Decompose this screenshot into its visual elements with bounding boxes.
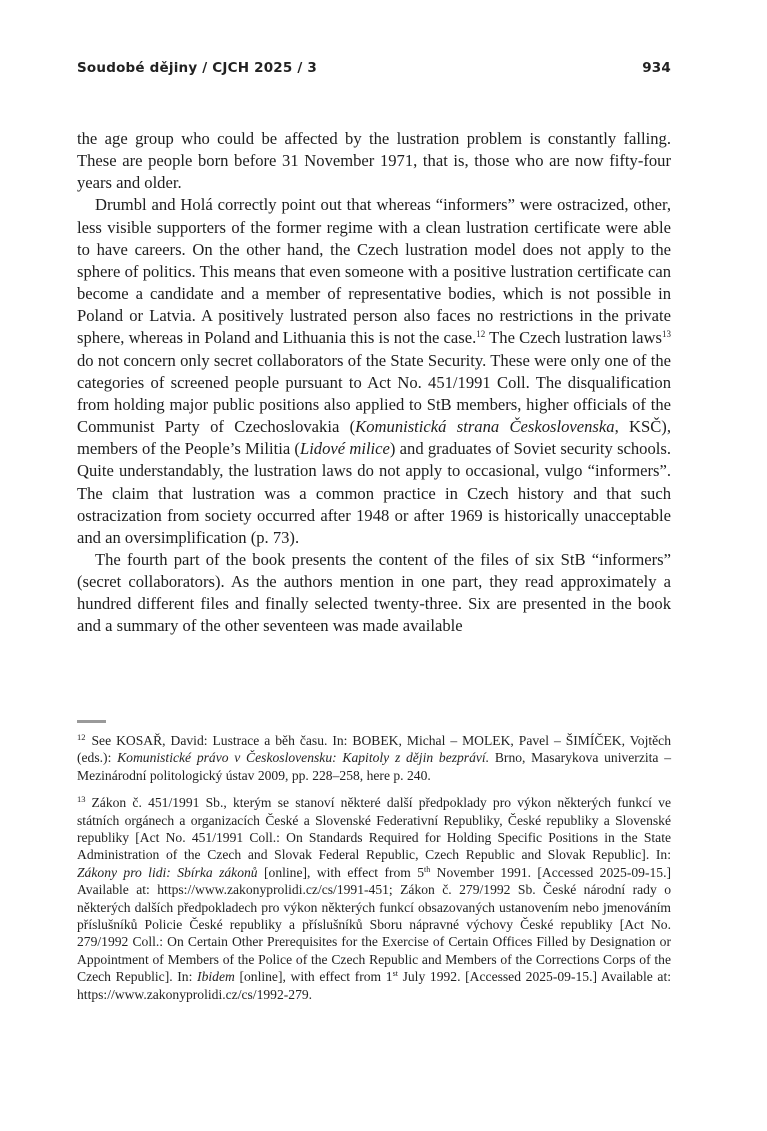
footnote-12-italic: Komunistické právo v Československu: Kapitoly z dějin bezpráví. [117,750,490,766]
militia-italic: Lidové milice [299,439,390,459]
footnote-13 [77,794,671,1003]
ksc-italic: Komunistická strana Československa [355,417,615,437]
main-text [77,128,671,638]
footnote-13-text-b: [online], with effect from 5 [257,864,425,880]
footnote-13-text-a: Zákon č. 451/1991 Sb., kterým se stanoví některé další předpoklady pro výkon některých funkcí ve státních orgánech a organizacích České a Slovenské Federativní Republiky, České republiky a Slovenské republiky [Act No. 451/1991 Coll.: On Standards Required for Holding Specific Positions in the State Administration of the Czech and Slovak Federal Republic, Czech Republic and Slovak Republic]. In: [77,795,671,863]
paragraph-1 [77,128,671,194]
paragraph-2-text-a: Drumbl and Holá correctly point out that whereas “informers” were ostracized, other, less visible supporters of the former regime with a clean lustration certificate were able to have careers. On the other hand, the Czech lustration model does not apply to the sphere of politics. This means that even someone with a positive lustration certificate can become a candidate and a member of representative bodies, which is not possible in Poland or Latvia. A positively lustrated person also faces no restrictions in the private sphere, whereas in Poland and Lithuania this is not the case. [77,195,671,348]
footnote-13-ordinal-1: th [424,864,431,874]
footnote-12-number: 12 [77,732,86,742]
footnote-12 [77,732,671,784]
paragraph-2-text-d: , KSČ), members of the People’s Militia ( [77,417,671,459]
page-number: 934 [642,60,671,76]
footnote-13-italic-1: Zákony pro lidi: Sbírka zákonů [77,864,258,880]
footnote-13-text-c: November 1991. [Accessed 2025-09-15.] Available at: https://www.zakonyprolidi.cz/cs/1991-451; Zákon č. 279/1992 Sb. České národní rady o některých dalších předpokladech pro výkon některých funkcí obsazovaných ustanovením nebo jmenováním příslušníků Policie České republiky a příslušníků Sboru nápravné výchovy České republiky [Act No. 279/1992 Coll.: On Certain Other Prerequisites for the Exercise of Certain Offices Filled by Designation or Appointment of Members of the Police of the Czech Republic and Members of the Corrections Corps of the Czech Republic]. In: [77,864,671,985]
footnote-ref-12[interactable]: 12 [476,329,486,340]
footnote-separator [77,720,106,723]
footnote-13-text-d: [online], with effect from 1 [234,969,393,985]
footnote-13-text-e: July 1992. [Accessed 2025-09-15.] Available at: https://www.zakonyprolidi.cz/cs/1992-279. [77,969,672,1002]
journal-title: Soudobé dějiny / CJCH 2025 / 3 [77,60,318,76]
footnote-13-italic-2: Ibidem [197,969,235,985]
paragraph-3-text: The fourth part of the book presents the content of the files of six StB “informers” (secret collaborators). As the authors mention in one part, they read approximately a hundred different files and finally selected twenty-three. Six are presented in the book and a summary of the other seventeen was made available [77,549,671,636]
footnote-ref-13[interactable]: 13 [662,329,671,340]
footnote-13-ordinal-2: st [392,969,398,979]
paragraph-1-text: the age group who could be affected by the lustration problem is constantly falling. These are people born before 31 November 1971, that is, those who are now fifty-four years and older. [77,129,671,193]
footnote-12-text-a: See KOSAŘ, David: Lustrace a běh času. In: BOBEK, Michal – MOLEK, Pavel – ŠIMÍČEK, Vojtěch (eds.): [77,733,671,766]
paragraph-3 [77,549,671,638]
running-header [77,60,671,82]
paragraph-2 [77,194,671,549]
footnotes [77,732,671,1013]
paragraph-2-text-c: do not concern only secret collaborators of the State Security. These were only one of the categories of screened people pursuant to Act No. 451/1991 Coll. The disqualification from holding major public positions also applied to StB members, higher officials of the Communist Party of Czechoslovakia ( [77,350,671,437]
footnote-12-text-b: Brno, Masarykova univerzita – Mezinárodní politologický ústav 2009, pp. 228–258, here p. 240. [77,750,671,783]
paragraph-2-text-e: ) and graduates of Soviet security schools. Quite understandably, the lustration laws do not apply to occasional, vulgo “informers”. The claim that lustration was a common practice in Czech history and that such ostracization from society occurred after 1948 or after 1969 is historically unacceptable and an oversimplification (p. 73). [77,439,671,547]
footnote-13-number: 13 [77,794,86,805]
paragraph-2-text-b: The Czech lustration laws [485,328,662,348]
